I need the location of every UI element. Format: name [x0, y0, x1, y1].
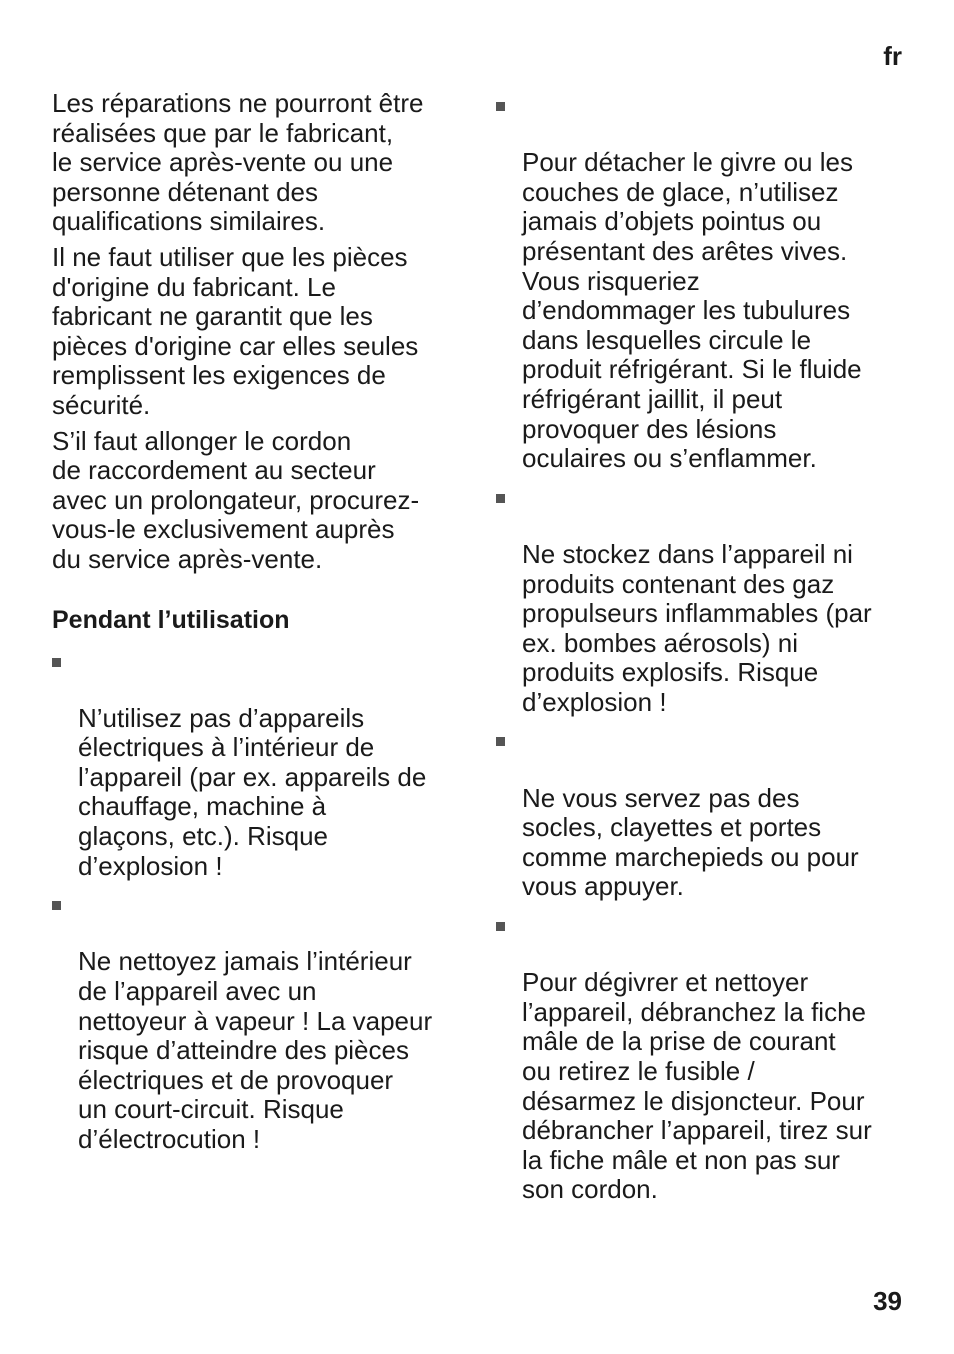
list-item: [496, 481, 906, 718]
list-item-text: Pour dégivrer et nettoyer l’appareil, débranchez la fiche mâle de la prise de courant ou retirez le fusible / désarmez le disjoncteur. Pour débrancher l’appareil, tirez sur la fiche mâle et non pas sur son cordon.: [522, 967, 872, 1205]
square-bullet-icon: [496, 102, 505, 111]
list-item: [52, 645, 454, 882]
list-item-text: Pour détacher le givre ou les couches de glace, n’utilisez jamais d’objets pointus ou présentant des arêtes vives. Vous risqueriez d’endommager les tubulures dans lesquelles circule le produit réfrigérant. Si le fluide réfrigérant jaillit, il peut provoquer des lésions oculaires ou s’enflammer.: [522, 147, 862, 474]
right-bullet-list: [496, 89, 906, 1205]
list-item-text: N’utilisez pas d’appareils électriques à l’intérieur de l’appareil (par ex. appareils de chauffage, machine à glaçons, etc.). Risque d’explosion !: [78, 702, 427, 881]
left-column: [52, 89, 454, 1162]
list-item: [496, 724, 906, 902]
square-bullet-icon: [496, 922, 505, 931]
square-bullet-icon: [496, 737, 505, 746]
list-item: [52, 888, 454, 1154]
list-item-text: Ne nettoyez jamais l’intérieur de l’appareil avec un nettoyeur à vapeur ! La vapeur risque d’atteindre des pièces électriques et de provoquer un court-circuit. Risque d’électrocution !: [78, 946, 433, 1154]
paragraph-original-parts: Il ne faut utiliser que les pièces d'origine du fabricant. Le fabricant ne garantit que les pièces d'origine car elles seules remplissent les exigences de sécurité.: [52, 241, 419, 420]
square-bullet-icon: [52, 901, 61, 910]
list-item-text: Ne stockez dans l’appareil ni produits contenant des gaz propulseurs inflammables (par ex. bombes aérosols) ni produits explosifs. Risque d’explosion !: [522, 538, 872, 717]
square-bullet-icon: [52, 658, 61, 667]
list-item: [496, 909, 906, 1205]
list-item: [496, 89, 906, 474]
section-heading: Pendant l’utilisation: [52, 605, 290, 634]
page-number: 39: [873, 1286, 902, 1316]
list-item-text: Ne vous servez pas des socles, clayettes et portes comme marchepieds ou pour vous appuyer.: [522, 782, 859, 902]
language-label: fr: [883, 41, 902, 71]
right-column: [496, 89, 906, 1212]
square-bullet-icon: [496, 494, 505, 503]
paragraph-extension-cord: S’il faut allonger le cordon de raccordement au secteur avec un prolongateur, procurez- vous-le exclusivement auprès du service après-vente.: [52, 425, 420, 574]
paragraph-repairs: Les réparations ne pourront être réalisées que par le fabricant, le service après-vente ou une personne détenant des qualifications similaires.: [52, 88, 424, 237]
left-bullet-list: [52, 645, 454, 1155]
